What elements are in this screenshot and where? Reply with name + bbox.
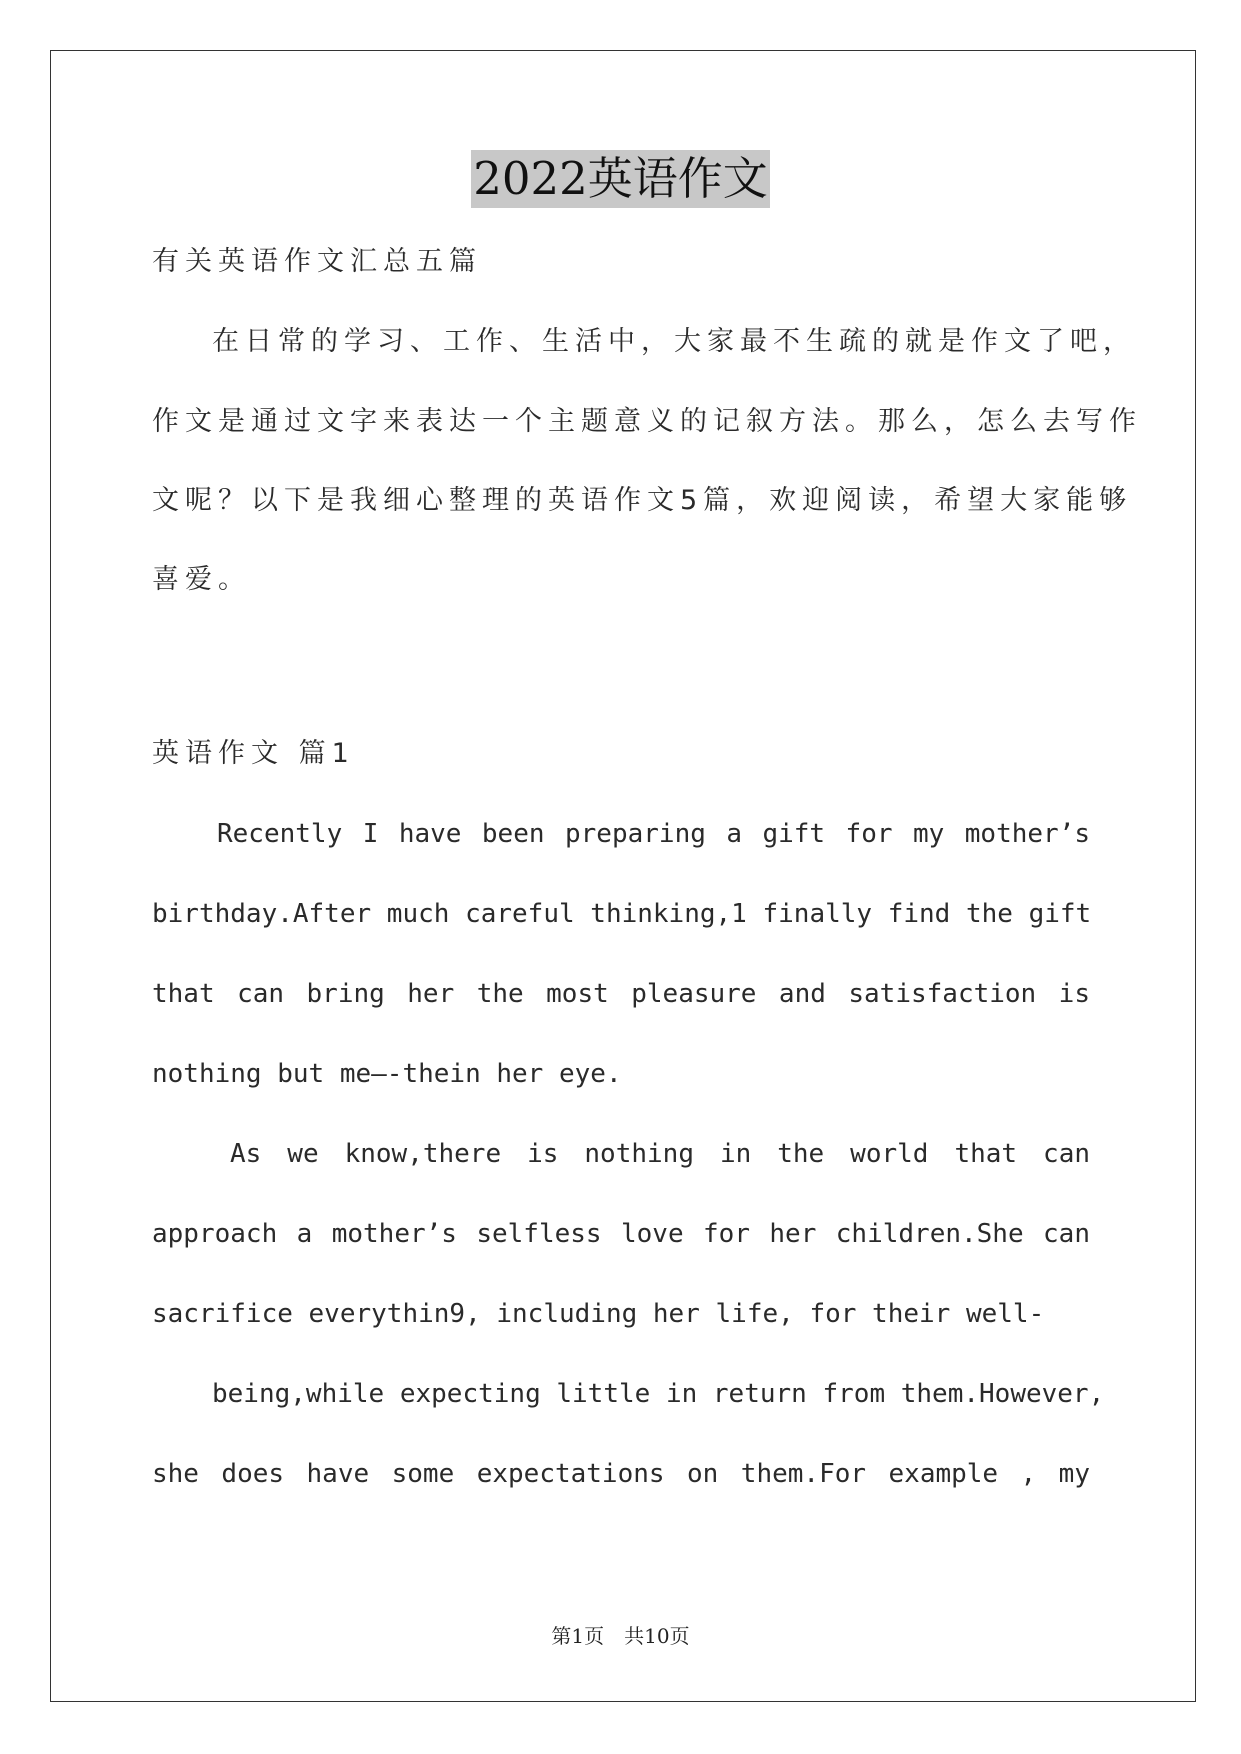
section-heading: 英语作文 篇1 — [152, 738, 355, 769]
body-line-8: being,while expecting little in return from them.However, — [212, 1379, 1105, 1409]
body-line-2: birthday.After much careful thinking,1 finally find the gift — [152, 899, 1092, 929]
page-number-footer: 第1页 共10页 — [551, 1624, 690, 1648]
body-line-9: she does have some expectations on them.For example , my — [152, 1459, 1090, 1489]
document-title — [0, 150, 1241, 208]
document-title-text: 2022英语作文 — [471, 150, 770, 208]
body-line-4: nothing but me—-thein her eye. — [152, 1059, 622, 1089]
intro-line-4: 喜爱。 — [152, 564, 251, 595]
document-subtitle: 有关英语作文汇总五篇 — [152, 246, 482, 277]
body-line-3: that can bring her the most pleasure and satisfaction is — [152, 979, 1090, 1009]
body-line-7: sacrifice everythin9, including her life, for their well- — [152, 1299, 1045, 1329]
body-line-6: approach a mother’s selfless love for her children.She can — [152, 1219, 1090, 1249]
intro-line-3: 文呢？以下是我细心整理的英语作文5篇，欢迎阅读，希望大家能够 — [152, 485, 1133, 516]
body-line-5: As we know,there is nothing in the world that can — [230, 1139, 1090, 1169]
body-line-1: Recently I have been preparing a gift for my mother’s — [217, 819, 1090, 849]
intro-line-1: 在日常的学习、工作、生活中，大家最不生疏的就是作文了吧， — [212, 326, 1136, 357]
intro-line-2: 作文是通过文字来表达一个主题意义的记叙方法。那么，怎么去写作 — [152, 406, 1142, 437]
